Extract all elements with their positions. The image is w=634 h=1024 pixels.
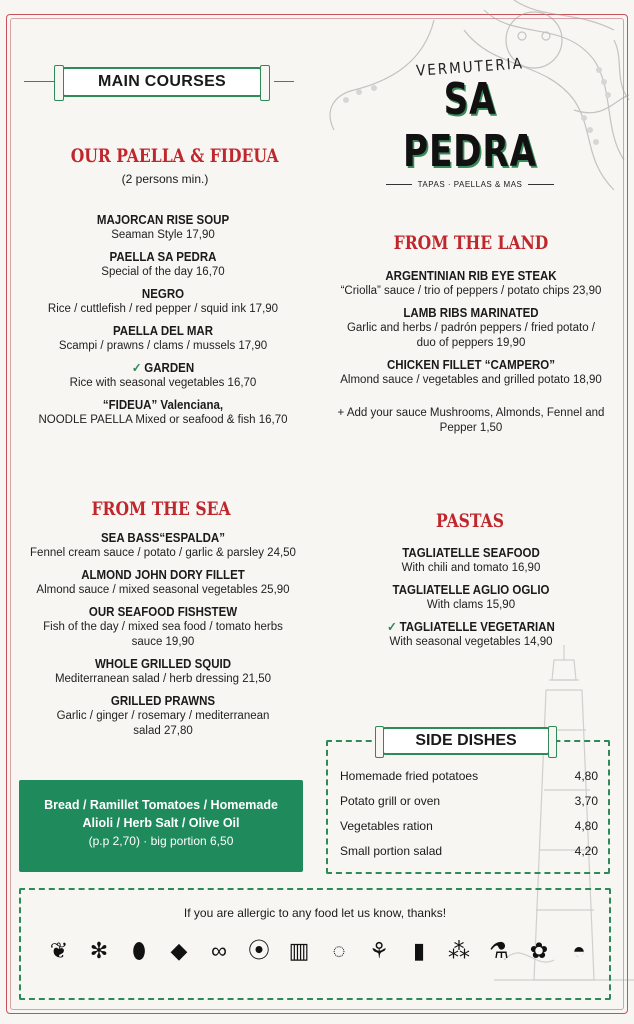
dish-name: MAJORCAN RISE SOUP [96,213,230,227]
dish-name: WHOLE GRILLED SQUID [94,657,232,671]
side-price: 4,20 [574,844,598,858]
paella-list [30,212,296,434]
bread-price: (p.p 2,70) · big portion 6,50 [88,834,234,848]
paella-note: (2 persons min.) [121,172,209,186]
list-item [330,545,612,576]
list-item [330,357,612,388]
logo-line-left [386,184,412,185]
land-section-title: FROM THE LAND [393,232,549,254]
dish-name: ALMOND JOHN DORY FILLET [81,568,245,582]
dish-desc: Fennel cream sauce / potato / garlic & parsley 24,50 [30,547,296,559]
pastas-list [330,545,612,656]
side-row [340,819,598,833]
main-courses-box [62,67,262,97]
peanut-icon: ∞ [211,938,227,963]
side-dishes-banner [372,727,560,755]
paella-section-title: OUR PAELLA & FIDEUA [70,145,279,167]
list-item [28,530,298,561]
dish-desc: “Criolla” sauce / trio of peppers / potato chips 23,90 [340,285,602,297]
dish-desc: Mediterranean salad / herb dressing 21,50 [54,673,272,685]
list-item [30,249,296,280]
dish-desc: NOODLE PAELLA Mixed or seafood & fish 16,70 [38,414,288,426]
dish-name: PAELLA DEL MAR [112,324,214,338]
list-item [28,693,298,739]
sesame-icon: ⁂ [448,938,470,963]
milk-icon: ▥ [288,938,310,963]
allergen-icons [44,936,594,966]
dish-desc: Rice with seasonal vegetables 16,70 [69,377,257,389]
banner-line-right [274,81,294,82]
dish-name: LAMB RIBS MARINATED [403,306,539,320]
gluten-icon: ❦ [49,938,69,963]
crustacean-icon: ✻ [89,938,109,963]
logo-sub-text: TAPAS · PAELLAS & MAS [417,180,523,189]
dish-name: PAELLA SA PEDRA [109,250,217,264]
egg-icon: ⬮ [132,938,146,963]
logo-main-text: SA PEDRA [403,74,537,177]
sea-section-title: FROM THE SEA [91,498,231,520]
list-item [330,619,612,650]
nuts-icon: ◌ [332,938,346,963]
list-item [30,212,296,243]
mustard-icon: ▮ [412,938,426,963]
list-item [28,567,298,598]
dish-desc: Seaman Style 17,90 [111,229,215,241]
dish-name: NEGRO [141,287,185,301]
allergy-text: If you are allergic to any food let us know, thanks! [183,906,447,920]
side-price: 4,80 [574,769,598,783]
logo-subtitle [372,180,568,189]
main-courses-banner [24,64,294,100]
dish-desc: Garlic / ginger / rosemary / mediterranean salad 27,80 [56,710,270,737]
side-row [340,769,598,783]
dish-desc: Almond sauce / mixed seasonal vegetables 25,90 [36,584,290,596]
pastas-section-title: PASTAS [435,510,505,532]
dish-name: SEA BASS“ESPALDA” [101,531,225,545]
side-name: Homemade fried potatoes [340,769,479,783]
sea-list [28,530,298,745]
dish-name: TAGLIATELLE SEAFOOD [402,546,540,560]
side-name: Vegetables ration [340,819,433,833]
bread-title: Bread / Ramillet Tomatoes / Homemade Alioli / Herb Salt / Olive Oil [44,798,278,830]
dish-name: ARGENTINIAN RIB EYE STEAK [385,269,557,283]
fish-icon: ◆ [170,938,188,963]
side-price: 3,70 [574,794,598,808]
dish-desc: Almond sauce / vegetables and grilled potato 18,90 [340,374,602,386]
list-item [28,656,298,687]
dish-desc: Special of the day 16,70 [101,266,225,278]
dish-name: CHICKEN FILLET “CAMPERO” [386,358,556,372]
main-courses-title: MAIN COURSES [97,73,227,90]
bread-box [19,780,303,872]
dish-desc: With clams 15,90 [426,599,516,611]
dish-name: TAGLIATELLE VEGETARIAN [399,620,555,634]
dish-name: GRILLED PRAWNS [110,694,216,708]
dish-desc: Fish of the day / mixed sea food / tomato herbs sauce 19,90 [43,621,283,648]
dish-desc: With chili and tomato 16,90 [401,562,541,574]
vegan-leaf-icon: ✓ [387,620,397,634]
side-dishes-title: SIDE DISHES [382,727,550,755]
list-item [30,286,296,317]
dish-desc: Rice / cuttlefish / red pepper / squid ink 17,90 [47,303,279,315]
restaurant-logo [372,54,568,189]
side-row [340,794,598,808]
list-item [30,397,296,428]
list-item [330,305,612,351]
list-item [28,604,298,650]
sulphite-icon: ⚗ [489,938,509,963]
sauce-note: + Add your sauce Mushrooms, Almonds, Fennel and Pepper 1,50 [337,407,605,434]
side-name: Potato grill or oven [340,794,441,808]
side-row [340,844,598,858]
mollusc-icon: ◓ [572,938,586,963]
vegan-leaf-icon: ✓ [131,361,142,375]
celery-icon: ⚘ [369,938,389,963]
side-name: Small portion salad [340,844,443,858]
lupin-icon: ✿ [529,938,549,963]
dish-desc: Scampi / prawns / clams / mussels 17,90 [58,340,268,352]
dish-name: TAGLIATELLE AGLIO OGLIO [392,583,550,597]
dish-desc: Garlic and herbs / padrón peppers / fried potato / duo of peppers 19,90 [346,322,596,349]
dish-name: “FIDEUA” Valenciana, [102,398,224,412]
list-item [30,323,296,354]
soy-icon: ⦿ [247,938,270,963]
dish-desc: With seasonal vegetables 14,90 [389,636,553,648]
list-item [330,268,612,299]
land-list [330,268,612,436]
dish-name: GARDEN [144,361,195,375]
list-item [30,360,296,391]
side-price: 4,80 [574,819,598,833]
logo-line-right [528,184,554,185]
dish-name: OUR SEAFOOD FISHSTEW [88,605,238,619]
list-item [330,582,612,613]
logo-top-text: VERMUTERIA [415,54,525,80]
